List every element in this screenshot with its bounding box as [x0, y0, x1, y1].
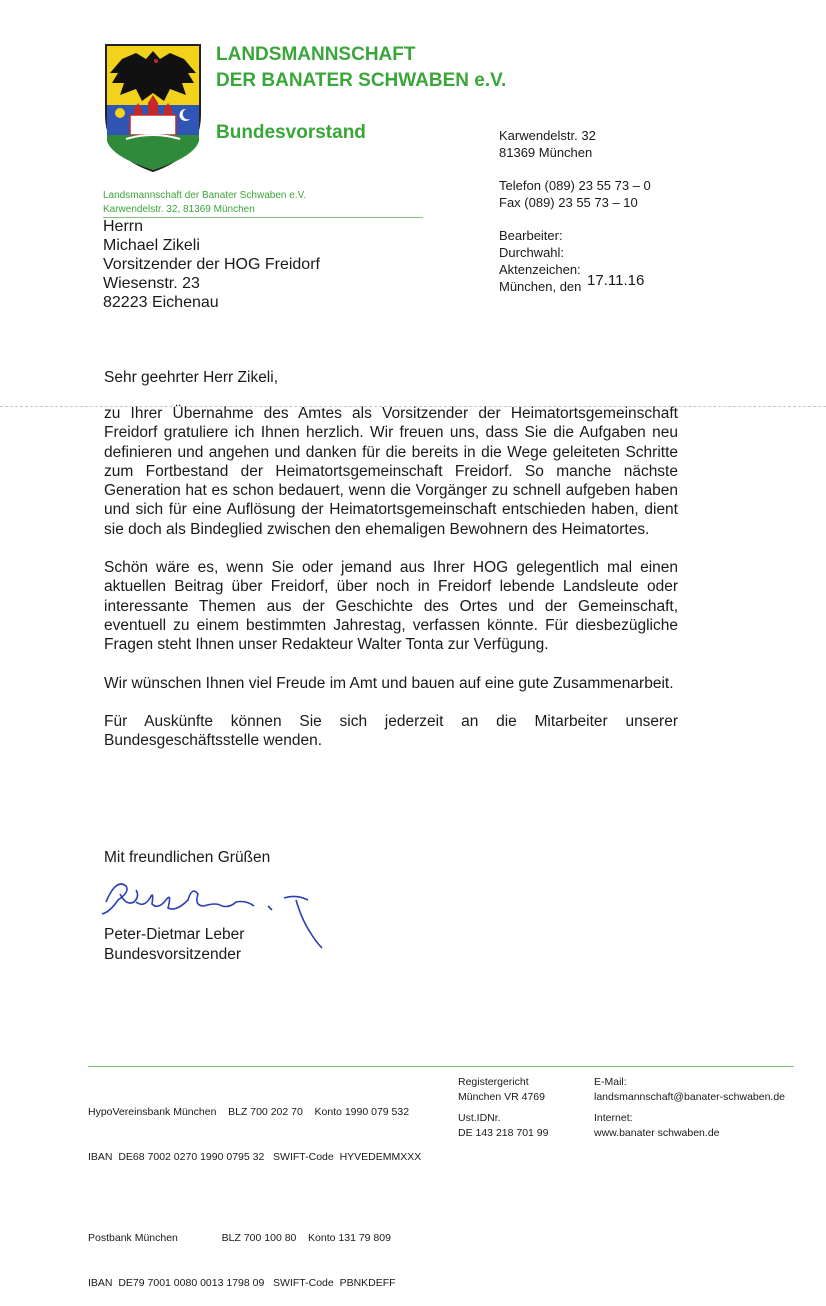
footer-rule	[88, 1066, 794, 1067]
web-label: Internet:	[594, 1112, 633, 1124]
bank1-iban: IBAN DE68 7002 0270 1990 0795 32 SWIFT-Code HYVEDEMMXXX	[88, 1151, 422, 1163]
recipient-address	[103, 217, 320, 312]
footer-bank	[88, 1075, 421, 1306]
org-name-line2: DER BANATER SCHWABEN e.V.	[216, 70, 507, 91]
sender-line-1: Landsmannschaft der Banater Schwaben e.V.	[103, 190, 307, 201]
paragraph: Für Auskünfte können Sie sich jederzeit an die Mitarbeiter unserer Bundesgeschäftsstelle wenden.	[104, 712, 678, 750]
org-name-line1: LANDSMANNSCHAFT	[216, 44, 416, 65]
paragraph: Wir wünschen Ihnen viel Freude im Amt und bauen auf eine gute Zusammenarbeit.	[104, 674, 674, 692]
place-date-label: München, den	[499, 279, 582, 294]
direct-label: Durchwahl:	[499, 245, 565, 260]
letter-date: 17.11.16	[587, 272, 645, 289]
paragraph: zu Ihrer Übernahme des Amtes als Vorsitzender der Heimatortsgemeinschaft Freidorf gratuliere ich Ihnen herzlich. Wir freuen uns, dass Sie die Aufgaben neu definieren und angehen und danken für die bereits in die Wege geleiteten Schritte zum Fortbestand der Heimatortsgemeinschaft Freidorf. So manche nächste Generation hat es schon bedauert, wenn die Vorgänger zu schnell aufgeben haben und sich für eine Auflösung der Heimatortsgemeinschaft entschieden haben, dient sie doch als Bindeglied zwischen den ehemaligen Bewohnern des Heimatortes.	[104, 405, 678, 538]
email-link[interactable]: landsmannschaft@banater-schwaben.de	[594, 1091, 786, 1103]
register-label: Registergericht	[458, 1076, 529, 1088]
letter-body	[104, 404, 678, 750]
recipient-line: Wiesenstr. 23	[103, 275, 200, 292]
web-link[interactable]: www.banater schwaben.de	[594, 1127, 720, 1139]
contact-phone: Telefon (089) 23 55 73 – 0	[499, 178, 651, 193]
bank1: HypoVereinsbank München BLZ 700 202 70 Konto 1990 079 532	[88, 1106, 410, 1118]
email-label: E-Mail:	[594, 1076, 627, 1088]
sender-line-2: Karwendelstr. 32, 81369 München	[103, 204, 255, 215]
contact-block	[499, 127, 651, 295]
sender-line	[103, 189, 306, 217]
vat-label: Ust.IDNr.	[458, 1112, 501, 1124]
org-board: Bundesvorstand	[216, 122, 366, 143]
contact-city: 81369 München	[499, 145, 593, 160]
recipient-line: Vorsitzender der HOG Freidorf	[103, 256, 320, 273]
closing: Mit freundlichen Grüßen	[104, 849, 271, 866]
clerk-label: Bearbeiter:	[499, 228, 563, 243]
contact-fax: Fax (089) 23 55 73 – 10	[499, 195, 638, 210]
footer-contact	[594, 1075, 785, 1141]
recipient-line: Herrn	[103, 218, 144, 235]
bank2-iban: IBAN DE79 7001 0080 0013 1798 09 SWIFT-Code PBNKDEFF	[88, 1277, 396, 1289]
coat-of-arms-logo	[104, 43, 202, 173]
bank2: Postbank München BLZ 700 100 80 Konto 131 79 809	[88, 1232, 391, 1244]
vat-value: DE 143 218 701 99	[458, 1127, 549, 1139]
salutation: Sehr geehrter Herr Zikeli,	[104, 369, 279, 386]
signer-title: Bundesvorsitzender	[104, 946, 241, 963]
contact-street: Karwendelstr. 32	[499, 128, 596, 143]
ref-label: Aktenzeichen:	[499, 262, 581, 277]
recipient-line: 82223 Eichenau	[103, 294, 219, 311]
register-value: München VR 4769	[458, 1091, 545, 1103]
signer-name: Peter-Dietmar Leber	[104, 926, 245, 943]
signer-block	[104, 925, 244, 965]
place-date-row	[499, 272, 651, 295]
recipient-line: Michael Zikeli	[103, 237, 200, 254]
footer-register	[458, 1075, 549, 1141]
paragraph: Schön wäre es, wenn Sie oder jemand aus Ihrer HOG gelegentlich mal einen aktuellen Beitrag über Freidorf, über noch in Freidorf lebende Landsleute oder interessante Themen aus der Geschichte des Ortes und der Gemeinschaft, eventuell zu einem bestimmten Jahrestag, verfassen könnte. Für diesbezügliche Fragen steht Ihnen unser Redakteur Walter Tonta zur Verfügung.	[104, 559, 678, 654]
